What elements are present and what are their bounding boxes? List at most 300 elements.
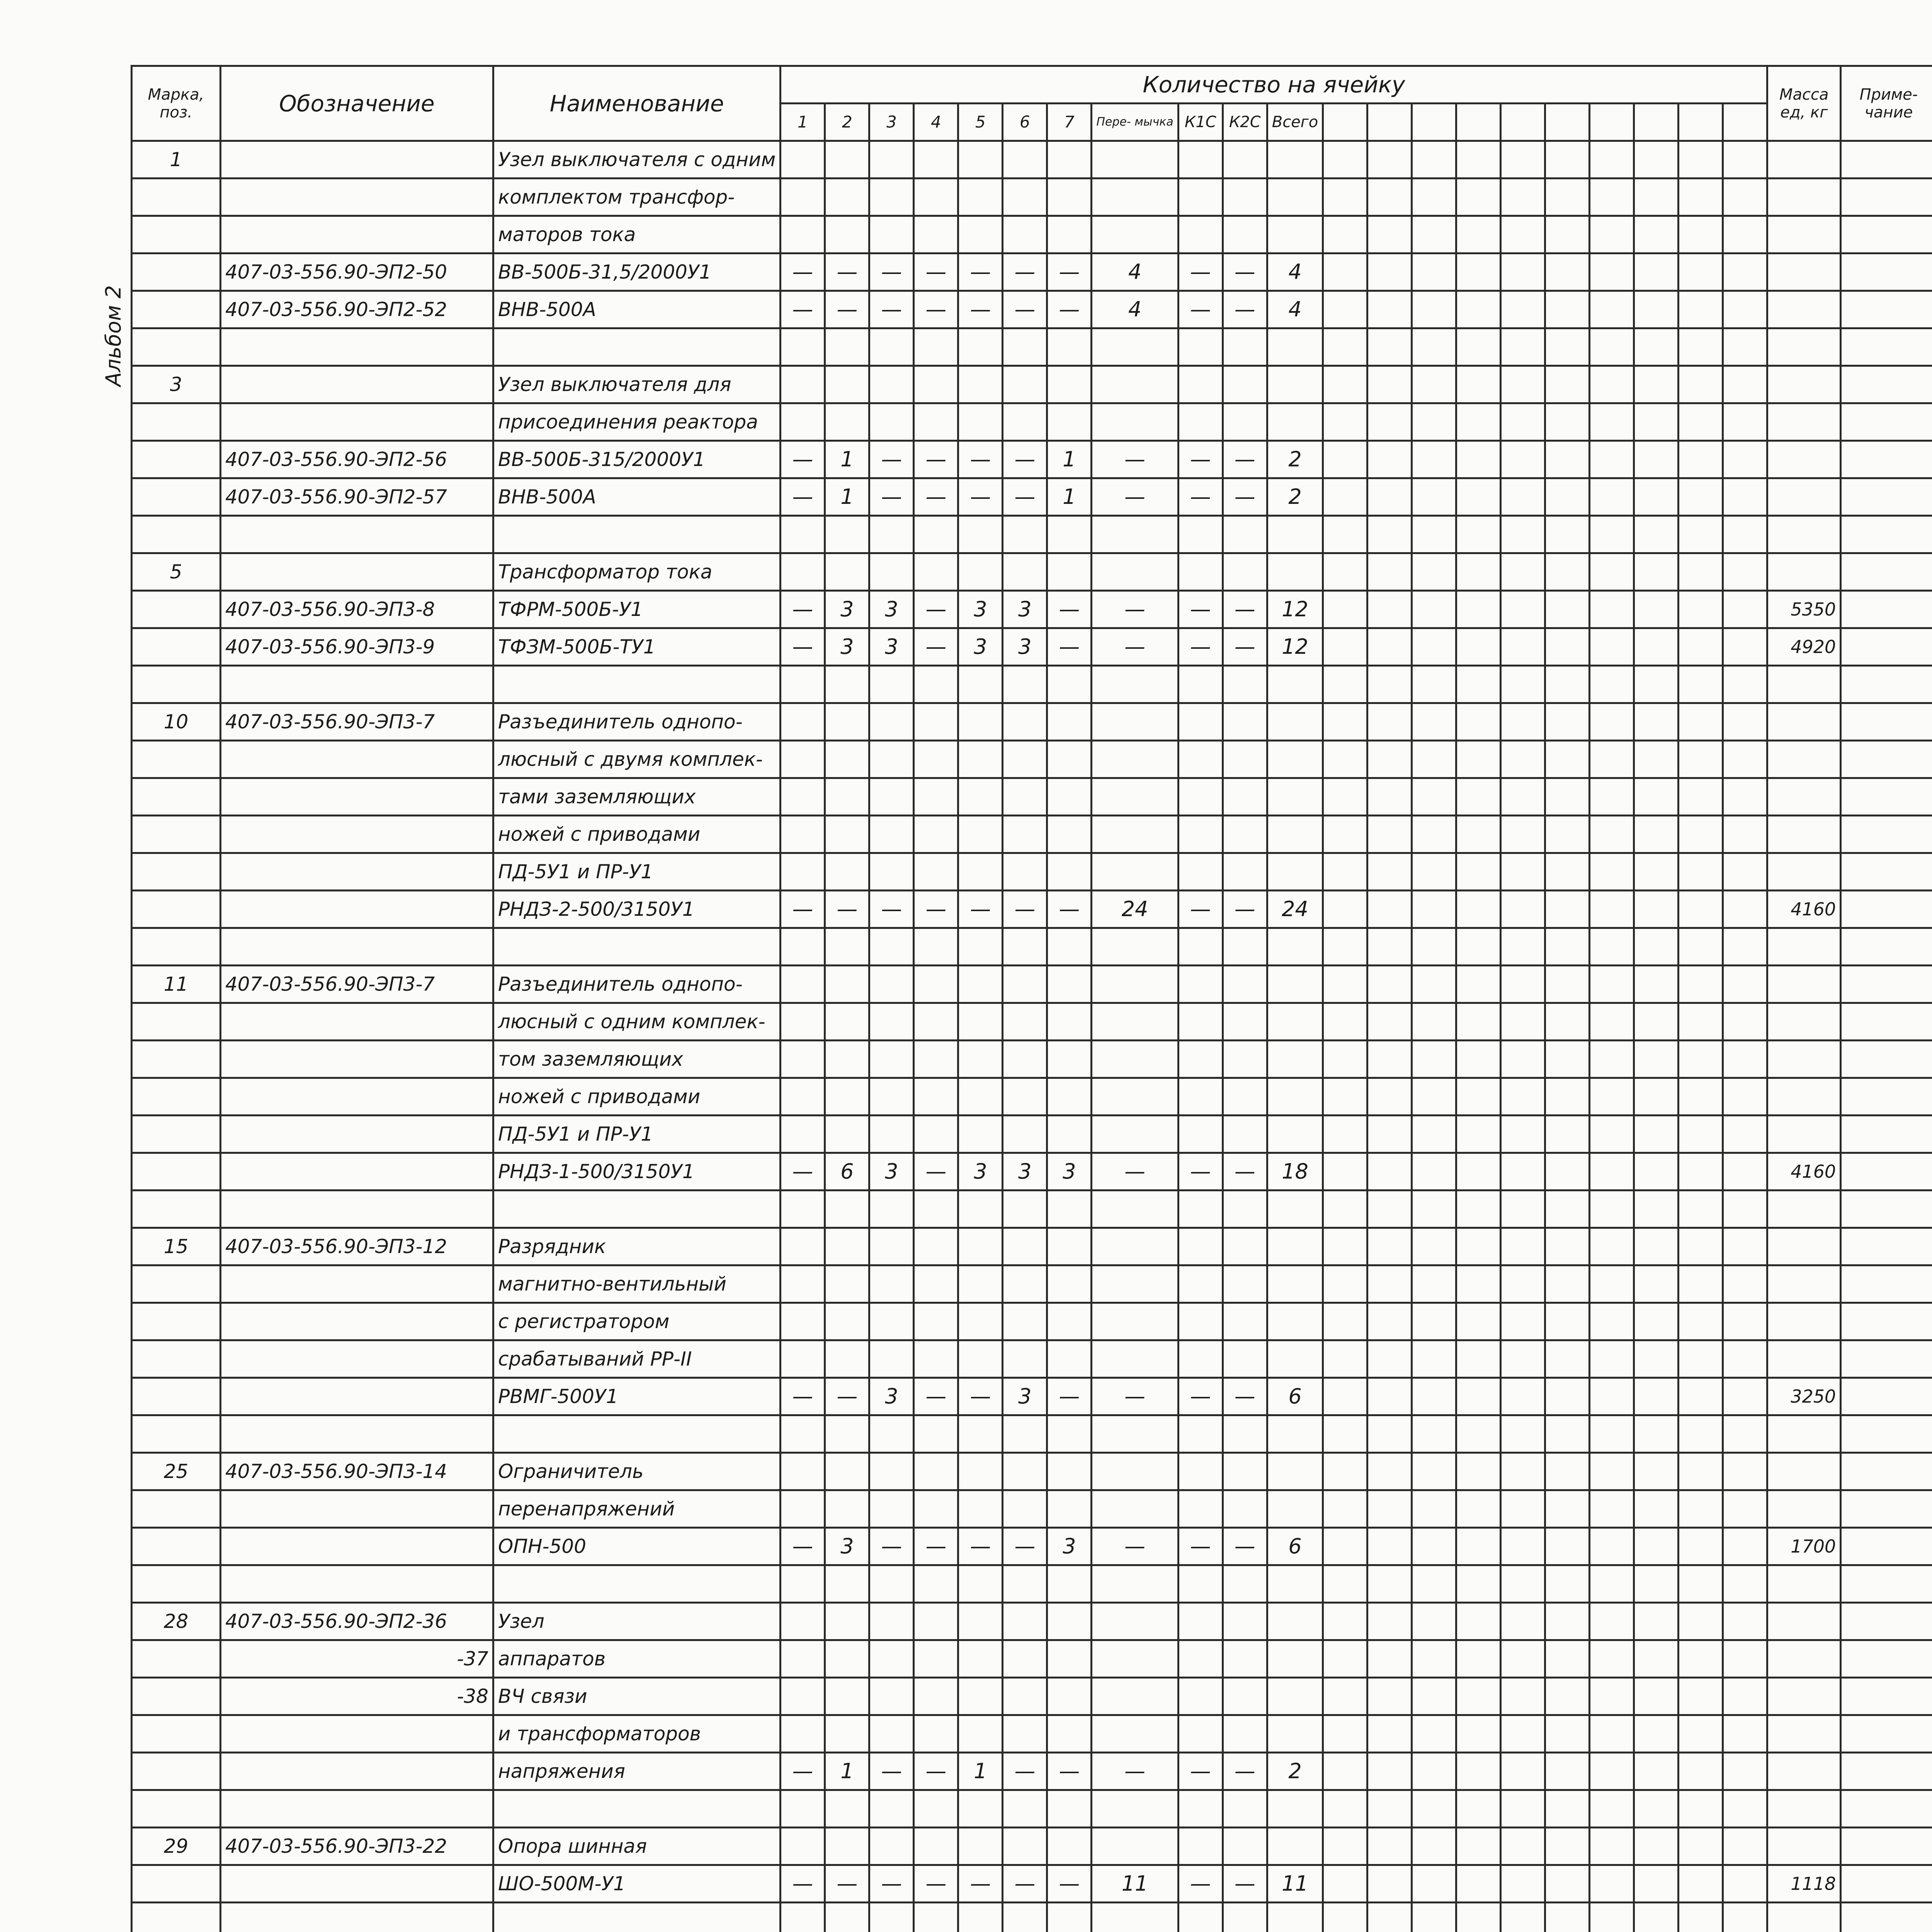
row-mark: [132, 1378, 221, 1415]
row-qty-cell: —: [1003, 1528, 1047, 1565]
row-qty-cell: —: [1003, 253, 1047, 291]
row-blank-cell: [1679, 179, 1723, 216]
row-blank-cell: [1412, 179, 1456, 216]
header-qty-blank: [1634, 104, 1679, 141]
row-blank-cell: [1412, 816, 1456, 853]
row-qty-cell: [1178, 1490, 1223, 1528]
table-row: [132, 1153, 1932, 1190]
row-mass: [1767, 1490, 1841, 1528]
row-qty-cell: [958, 328, 1003, 366]
row-designation: 407-03-556.90-ЭП2-50: [221, 253, 493, 291]
row-blank-cell: [1634, 816, 1679, 853]
row-qty-cell: 6: [1267, 1528, 1323, 1565]
row-blank-cell: [1723, 291, 1767, 328]
row-mass: [1767, 1003, 1841, 1041]
row-designation: [221, 516, 493, 553]
row-name: аппаратов: [493, 1640, 781, 1678]
row-blank-cell: [1723, 553, 1767, 591]
row-blank-cell: [1367, 928, 1412, 966]
row-blank-cell: [1501, 1153, 1545, 1190]
row-qty-cell: [1267, 141, 1323, 179]
row-blank-cell: [1412, 478, 1456, 516]
row-blank-cell: [1634, 741, 1679, 778]
row-qty-cell: —: [869, 441, 914, 478]
row-blank-cell: [1545, 1565, 1590, 1603]
row-blank-cell: [1723, 1228, 1767, 1265]
row-qty-cell: [1223, 1640, 1267, 1678]
row-qty-cell: [1047, 778, 1092, 816]
row-mark: [132, 1790, 221, 1828]
row-qty-cell: 12: [1267, 628, 1323, 666]
row-qty-cell: [1047, 1041, 1092, 1078]
row-mass: 3250: [1767, 1378, 1841, 1415]
row-qty-cell: —: [781, 891, 825, 928]
row-name: ВВ-500Б-315/2000У1: [493, 441, 781, 478]
row-name: [493, 1190, 781, 1228]
table-row: [132, 1603, 1932, 1640]
row-blank-cell: [1590, 1528, 1634, 1565]
row-qty-cell: [825, 1715, 869, 1753]
row-qty-cell: [958, 403, 1003, 441]
row-qty-cell: —: [825, 253, 869, 291]
row-blank-cell: [1545, 291, 1590, 328]
row-blank-cell: [1679, 366, 1723, 403]
row-blank-cell: [1634, 1828, 1679, 1865]
row-qty-cell: [1178, 516, 1223, 553]
row-blank-cell: [1456, 516, 1501, 553]
row-blank-cell: [1634, 1790, 1679, 1828]
row-blank-cell: [1679, 1865, 1723, 1903]
row-qty-cell: —: [1092, 1153, 1178, 1190]
row-blank-cell: [1634, 328, 1679, 366]
row-blank-cell: [1412, 666, 1456, 703]
row-blank-cell: [1679, 741, 1723, 778]
row-blank-cell: [1634, 1378, 1679, 1415]
row-qty-cell: —: [1223, 441, 1267, 478]
row-blank-cell: [1679, 1378, 1723, 1415]
row-blank-cell: [1323, 1528, 1367, 1565]
row-qty-cell: [914, 1190, 958, 1228]
row-blank-cell: [1412, 591, 1456, 628]
row-qty-cell: [1092, 1190, 1178, 1228]
row-qty-cell: [825, 1640, 869, 1678]
row-note: [1841, 1378, 1932, 1415]
row-blank-cell: [1723, 1415, 1767, 1453]
row-qty-cell: —: [825, 1865, 869, 1903]
row-qty-cell: —: [869, 291, 914, 328]
row-qty-cell: —: [1223, 1153, 1267, 1190]
row-qty-cell: [781, 1490, 825, 1528]
row-blank-cell: [1545, 1865, 1590, 1903]
row-qty-cell: —: [869, 1865, 914, 1903]
row-qty-cell: [1178, 1228, 1223, 1265]
row-qty-cell: [781, 1078, 825, 1116]
row-blank-cell: [1501, 966, 1545, 1003]
row-qty-cell: —: [781, 478, 825, 516]
row-mark: 5: [132, 553, 221, 591]
row-qty-cell: —: [1178, 291, 1223, 328]
row-designation: 407-03-556.90-ЭП3-9: [221, 628, 493, 666]
row-qty-cell: [1223, 1490, 1267, 1528]
row-qty-cell: [914, 1678, 958, 1715]
row-designation: [221, 891, 493, 928]
row-blank-cell: [1679, 1415, 1723, 1453]
row-blank-cell: [1501, 816, 1545, 853]
row-blank-cell: [1634, 1490, 1679, 1528]
row-qty-cell: [1178, 366, 1223, 403]
row-qty-cell: [869, 1715, 914, 1753]
row-blank-cell: [1545, 441, 1590, 478]
row-blank-cell: [1634, 1753, 1679, 1790]
row-blank-cell: [1412, 1828, 1456, 1865]
row-qty-cell: [781, 703, 825, 741]
row-blank-cell: [1501, 291, 1545, 328]
row-qty-cell: 3: [1003, 628, 1047, 666]
row-mark: 28: [132, 1603, 221, 1640]
row-note: [1841, 1190, 1932, 1228]
row-qty-cell: [1047, 1228, 1092, 1265]
row-blank-cell: [1323, 516, 1367, 553]
row-blank-cell: [1723, 1190, 1767, 1228]
row-qty-cell: [1267, 1490, 1323, 1528]
row-blank-cell: [1590, 1190, 1634, 1228]
row-blank-cell: [1679, 966, 1723, 1003]
row-note: [1841, 291, 1932, 328]
row-qty-cell: [914, 1078, 958, 1116]
row-qty-cell: —: [1003, 291, 1047, 328]
row-blank-cell: [1545, 1603, 1590, 1640]
row-qty-cell: [781, 328, 825, 366]
row-mark: [132, 216, 221, 253]
row-qty-cell: [1092, 1340, 1178, 1378]
row-qty-cell: [914, 179, 958, 216]
row-qty-cell: [958, 1715, 1003, 1753]
row-qty-cell: [958, 1415, 1003, 1453]
row-blank-cell: [1590, 328, 1634, 366]
row-qty-cell: [1267, 1265, 1323, 1303]
row-qty-cell: 6: [1267, 1378, 1323, 1415]
row-blank-cell: [1367, 1190, 1412, 1228]
row-blank-cell: [1723, 628, 1767, 666]
row-blank-cell: [1545, 253, 1590, 291]
row-qty-cell: —: [781, 1378, 825, 1415]
row-mark: 29: [132, 1828, 221, 1865]
row-blank-cell: [1412, 1303, 1456, 1340]
row-blank-cell: [1367, 1490, 1412, 1528]
row-qty-cell: [781, 966, 825, 1003]
table-row: [132, 1528, 1932, 1565]
specification-table: [131, 65, 1932, 1932]
row-qty-cell: [1223, 1228, 1267, 1265]
row-qty-cell: [914, 1715, 958, 1753]
row-blank-cell: [1545, 1490, 1590, 1528]
row-qty-cell: [1003, 1415, 1047, 1453]
row-mass: 4920: [1767, 628, 1841, 666]
row-qty-cell: [1178, 1303, 1223, 1340]
row-blank-cell: [1412, 441, 1456, 478]
row-note: [1841, 703, 1932, 741]
row-qty-cell: [1223, 516, 1267, 553]
row-mark: [132, 853, 221, 891]
row-mark: [132, 1640, 221, 1678]
row-qty-cell: [1223, 1828, 1267, 1865]
row-qty-cell: [1047, 179, 1092, 216]
row-qty-cell: —: [1003, 478, 1047, 516]
row-qty-cell: [914, 853, 958, 891]
row-note: [1841, 253, 1932, 291]
row-name: [493, 1565, 781, 1603]
row-blank-cell: [1634, 216, 1679, 253]
row-qty-cell: —: [781, 291, 825, 328]
row-qty-cell: —: [1178, 628, 1223, 666]
row-blank-cell: [1323, 1303, 1367, 1340]
row-mark: [132, 1340, 221, 1378]
row-qty-cell: [1047, 1640, 1092, 1678]
row-blank-cell: [1590, 816, 1634, 853]
row-blank-cell: [1456, 1265, 1501, 1303]
row-qty-cell: —: [869, 253, 914, 291]
row-qty-cell: —: [1223, 591, 1267, 628]
row-qty-cell: —: [1003, 1753, 1047, 1790]
row-blank-cell: [1323, 1903, 1367, 1932]
row-qty-cell: [958, 741, 1003, 778]
row-qty-cell: 4: [1267, 253, 1323, 291]
row-qty-cell: [869, 553, 914, 591]
row-blank-cell: [1590, 1640, 1634, 1678]
row-qty-cell: —: [914, 628, 958, 666]
row-blank-cell: [1367, 179, 1412, 216]
row-blank-cell: [1456, 1828, 1501, 1865]
row-blank-cell: [1723, 1865, 1767, 1903]
row-blank-cell: [1412, 1865, 1456, 1903]
row-qty-cell: [1003, 1041, 1047, 1078]
row-qty-cell: [958, 1828, 1003, 1865]
row-blank-cell: [1590, 1153, 1634, 1190]
row-blank-cell: [1412, 1490, 1456, 1528]
row-blank-cell: [1501, 1490, 1545, 1528]
row-qty-cell: [825, 1565, 869, 1603]
row-qty-cell: [869, 1415, 914, 1453]
row-qty-cell: [781, 1303, 825, 1340]
row-blank-cell: [1723, 891, 1767, 928]
row-qty-cell: [1267, 1116, 1323, 1153]
row-blank-cell: [1323, 1003, 1367, 1041]
row-qty-cell: [1178, 816, 1223, 853]
row-blank-cell: [1501, 253, 1545, 291]
row-blank-cell: [1323, 1678, 1367, 1715]
table-row: [132, 403, 1932, 441]
row-qty-cell: [1267, 666, 1323, 703]
row-name: РВМГ-500У1: [493, 1378, 781, 1415]
row-blank-cell: [1634, 1190, 1679, 1228]
row-blank-cell: [1367, 816, 1412, 853]
row-blank-cell: [1323, 1415, 1367, 1453]
row-blank-cell: [1456, 328, 1501, 366]
row-designation: [221, 1153, 493, 1190]
row-blank-cell: [1367, 1903, 1412, 1932]
row-qty-cell: 11: [1267, 1865, 1323, 1903]
row-qty-cell: [1092, 1003, 1178, 1041]
row-qty-cell: —: [958, 1865, 1003, 1903]
row-name: ВВ-500Б-31,5/2000У1: [493, 253, 781, 291]
row-blank-cell: [1456, 366, 1501, 403]
row-blank-cell: [1412, 1528, 1456, 1565]
row-qty-cell: [1092, 1903, 1178, 1932]
row-mass: [1767, 253, 1841, 291]
row-qty-cell: [1092, 1790, 1178, 1828]
row-qty-cell: —: [914, 291, 958, 328]
row-blank-cell: [1412, 1228, 1456, 1265]
row-qty-cell: [1003, 778, 1047, 816]
row-blank-cell: [1501, 216, 1545, 253]
row-qty-cell: [825, 1303, 869, 1340]
row-qty-cell: [825, 1903, 869, 1932]
row-blank-cell: [1412, 1265, 1456, 1303]
header-mass: Масса ед, кг: [1767, 66, 1841, 141]
row-mark: [132, 1153, 221, 1190]
row-blank-cell: [1412, 1640, 1456, 1678]
table-row: [132, 1753, 1932, 1790]
row-blank-cell: [1456, 253, 1501, 291]
row-qty-cell: [1003, 1640, 1047, 1678]
row-blank-cell: [1323, 966, 1367, 1003]
row-blank-cell: [1323, 1378, 1367, 1415]
row-qty-cell: —: [1092, 478, 1178, 516]
row-qty-cell: —: [1223, 1865, 1267, 1903]
row-name: ПД-5У1 и ПР-У1: [493, 1116, 781, 1153]
row-blank-cell: [1501, 1340, 1545, 1378]
row-qty-cell: [825, 966, 869, 1003]
row-qty-cell: [1092, 966, 1178, 1003]
row-blank-cell: [1323, 1041, 1367, 1078]
row-blank-cell: [1679, 1790, 1723, 1828]
row-note: [1841, 1153, 1932, 1190]
row-blank-cell: [1679, 778, 1723, 816]
row-qty-cell: [869, 1228, 914, 1265]
row-qty-cell: [958, 966, 1003, 1003]
row-qty-cell: [1092, 1828, 1178, 1865]
row-blank-cell: [1590, 1078, 1634, 1116]
row-qty-cell: [914, 703, 958, 741]
row-designation: [221, 1415, 493, 1453]
row-blank-cell: [1723, 1265, 1767, 1303]
row-designation: [221, 1565, 493, 1603]
row-mass: [1767, 703, 1841, 741]
row-blank-cell: [1590, 253, 1634, 291]
row-qty-cell: [1267, 741, 1323, 778]
row-qty-cell: [958, 1603, 1003, 1640]
row-blank-cell: [1323, 853, 1367, 891]
row-qty-cell: [1267, 1340, 1323, 1378]
row-blank-cell: [1590, 478, 1634, 516]
row-blank-cell: [1456, 1528, 1501, 1565]
row-blank-cell: [1412, 703, 1456, 741]
row-mass: [1767, 816, 1841, 853]
row-designation: 407-03-556.90-ЭП3-8: [221, 591, 493, 628]
row-qty-cell: [914, 1116, 958, 1153]
row-blank-cell: [1590, 216, 1634, 253]
row-mark: [132, 253, 221, 291]
row-qty-cell: [1178, 1415, 1223, 1453]
row-qty-cell: —: [781, 591, 825, 628]
row-qty-cell: —: [914, 591, 958, 628]
row-note: [1841, 1753, 1932, 1790]
row-mark: [132, 816, 221, 853]
row-qty-cell: [825, 366, 869, 403]
row-qty-cell: [869, 1116, 914, 1153]
row-blank-cell: [1323, 1715, 1367, 1753]
row-mark: [132, 291, 221, 328]
row-mass: [1767, 516, 1841, 553]
row-mass: [1767, 441, 1841, 478]
row-qty-cell: [914, 928, 958, 966]
row-mass: 1700: [1767, 1528, 1841, 1565]
row-qty-cell: [914, 1565, 958, 1603]
row-qty-cell: [1178, 1116, 1223, 1153]
table-row: [132, 179, 1932, 216]
row-note: [1841, 1865, 1932, 1903]
header-quantity-group: Количество на ячейку: [781, 66, 1767, 104]
row-designation: [221, 1340, 493, 1378]
row-qty-cell: [1223, 1116, 1267, 1153]
table-row: [132, 853, 1932, 891]
row-blank-cell: [1679, 1303, 1723, 1340]
row-blank-cell: [1501, 1228, 1545, 1265]
row-designation: [221, 1865, 493, 1903]
row-blank-cell: [1634, 478, 1679, 516]
row-mass: [1767, 1303, 1841, 1340]
row-blank-cell: [1412, 1453, 1456, 1490]
row-blank-cell: [1634, 1078, 1679, 1116]
row-qty-cell: [1223, 853, 1267, 891]
row-blank-cell: [1412, 1415, 1456, 1453]
row-mass: [1767, 216, 1841, 253]
row-qty-cell: [1178, 1790, 1223, 1828]
row-qty-cell: [914, 328, 958, 366]
row-qty-cell: [869, 1453, 914, 1490]
row-qty-cell: —: [1178, 1865, 1223, 1903]
row-blank-cell: [1545, 1453, 1590, 1490]
row-qty-cell: [1223, 1340, 1267, 1378]
row-mark: [132, 928, 221, 966]
row-qty-cell: 3: [1047, 1153, 1092, 1190]
row-blank-cell: [1367, 1753, 1412, 1790]
row-mark: 10: [132, 703, 221, 741]
row-mass: [1767, 291, 1841, 328]
row-blank-cell: [1634, 778, 1679, 816]
row-qty-cell: [958, 1903, 1003, 1932]
row-blank-cell: [1501, 703, 1545, 741]
row-qty-cell: [781, 1603, 825, 1640]
row-blank-cell: [1723, 816, 1767, 853]
row-note: [1841, 441, 1932, 478]
row-blank-cell: [1412, 1565, 1456, 1603]
row-qty-cell: [869, 816, 914, 853]
row-blank-cell: [1323, 328, 1367, 366]
row-blank-cell: [1501, 1041, 1545, 1078]
row-qty-cell: [1047, 516, 1092, 553]
row-qty-cell: [1092, 216, 1178, 253]
row-qty-cell: [1003, 1603, 1047, 1640]
row-qty-cell: [1223, 1790, 1267, 1828]
row-qty-cell: [1267, 516, 1323, 553]
row-blank-cell: [1367, 1678, 1412, 1715]
row-blank-cell: [1412, 403, 1456, 441]
row-name: магнитно-вентильный: [493, 1265, 781, 1303]
row-qty-cell: [1178, 666, 1223, 703]
row-blank-cell: [1723, 1490, 1767, 1528]
row-qty-cell: [825, 1116, 869, 1153]
